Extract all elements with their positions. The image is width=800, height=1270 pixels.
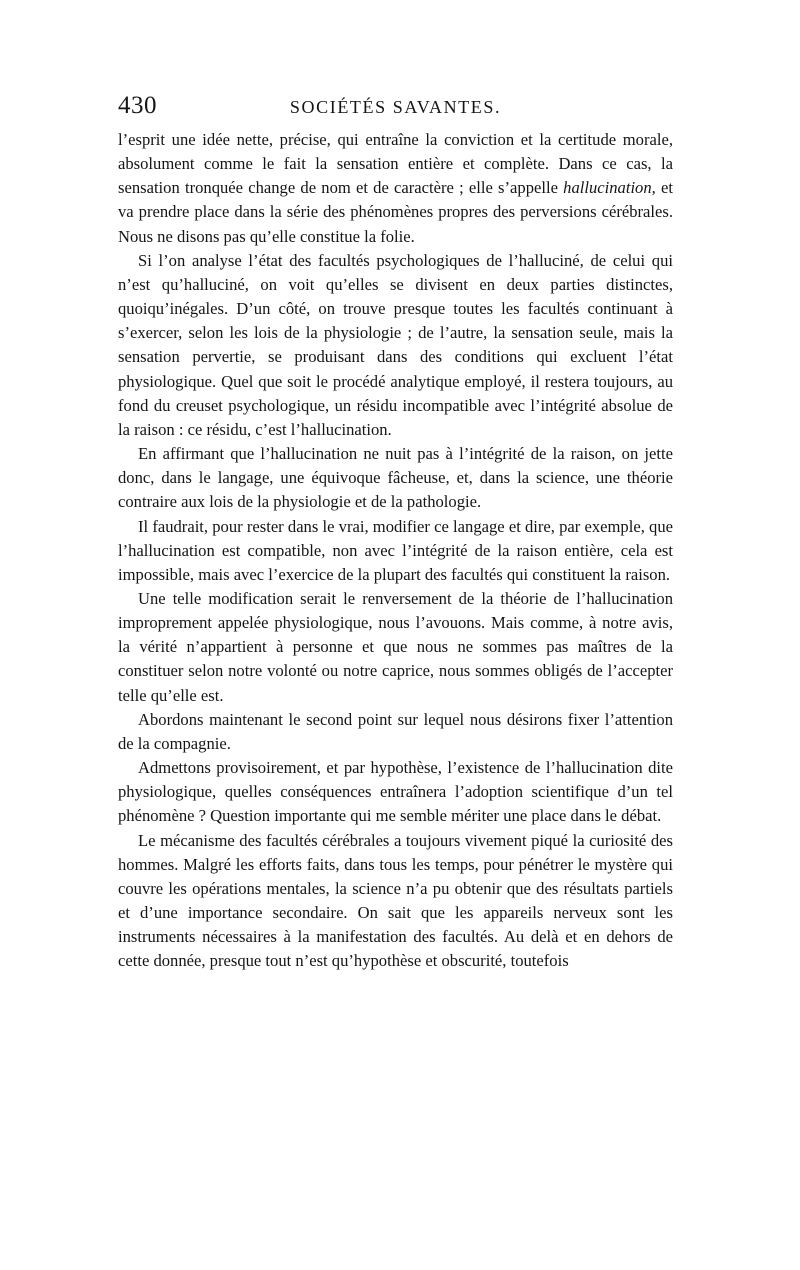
paragraph-3: En affirmant que l’hallucination ne nuit pas à l’intégrité de la raison, on jette donc, dans le langage, une équivoque fâcheuse, et, dans la science, une théorie contraire aux lois de la physiologie et de la pathologie. <box>118 444 673 512</box>
paragraph-8: Le mécanisme des facultés cérébrales a toujours vivement piqué la curiosité des hommes. Malgré les efforts faits, dans tous les temps, pour pénétrer le mystère qui couvre les opérations mentales, la science n’a pu obtenir que des résultats partiels et d’une importance secondaire. On sait que les appareils nerveux sont les instruments nécessaires à la manifestation des facultés. Au delà et en dehors de cette donnée, presque tout n’est qu’hypothèse et obscurité, toutefois <box>118 830 673 971</box>
paragraph-2: Si l’on analyse l’état des facultés psychologiques de l’halluciné, de celui qui n’est qu’halluciné, on voit qu’elles se divisent en deux parties distinctes, quoiqu’inégales. D’un côté, on trouve presque toutes les facultés continuant à s’exercer, selon les lois de la physiologie ; de l’autre, la sensation seule, mais la sensation pervertie, se produisant dans des conditions qui excluent l’état physiologique. Quel que soit le procédé analytique employé, il restera toujours, au fond du creuset psychologique, un résidu incompatible avec l’intégrité absolue de la raison : ce résidu, c’est l’hallucination. <box>118 250 673 439</box>
paragraph-7: Admettons provisoirement, et par hypothèse, l’existence de l’hallucination dite physiologique, quelles conséquences entraînera l’adoption scientifique d’un tel phénomène ? Question importante qui me semble mériter une place dans le débat. <box>118 758 673 826</box>
page-number: 430 <box>118 92 157 119</box>
body-text <box>118 128 673 973</box>
paragraph-5: Une telle modification serait le renversement de la théorie de l’hallucination improprement appelée physiologique, nous l’avouons. Mais comme, à notre avis, la vérité n’appartient à personne et que nous ne sommes pas maîtres de la constituer selon notre volonté ou notre caprice, nous sommes obligés de l’accepter telle qu’elle est. <box>118 588 673 705</box>
paragraph-1-text-after: , et va prendre place dans la série des phénomènes propres des perversions cérébrales. Nous ne disons pas qu’elle constitue la folie. <box>118 178 673 246</box>
paragraph-4: Il faudrait, pour rester dans le vrai, modifier ce langage et dire, par exemple, que l’hallucination est compatible, non avec l’intégrité de la raison entière, cela est impossible, mais avec l’exercice de la plupart des facultés qui constituent la raison. <box>118 516 673 584</box>
running-header <box>118 92 673 122</box>
paragraph-6: Abordons maintenant le second point sur lequel nous désirons fixer l’attention de la compagnie. <box>118 709 673 753</box>
paragraph-1-text-before: l’esprit une idée nette, précise, qui entraîne la conviction et la certitude morale, absolument comme le fait la sensation entière et complète. Dans ce cas, la sensation tronquée change de nom et de caractère ; elle s’appelle <box>118 130 673 198</box>
paragraph-1-italic-term: hallucination <box>563 178 652 198</box>
running-title: SOCIÉTÉS SAVANTES. <box>289 97 502 117</box>
paragraph-1 <box>118 128 673 249</box>
